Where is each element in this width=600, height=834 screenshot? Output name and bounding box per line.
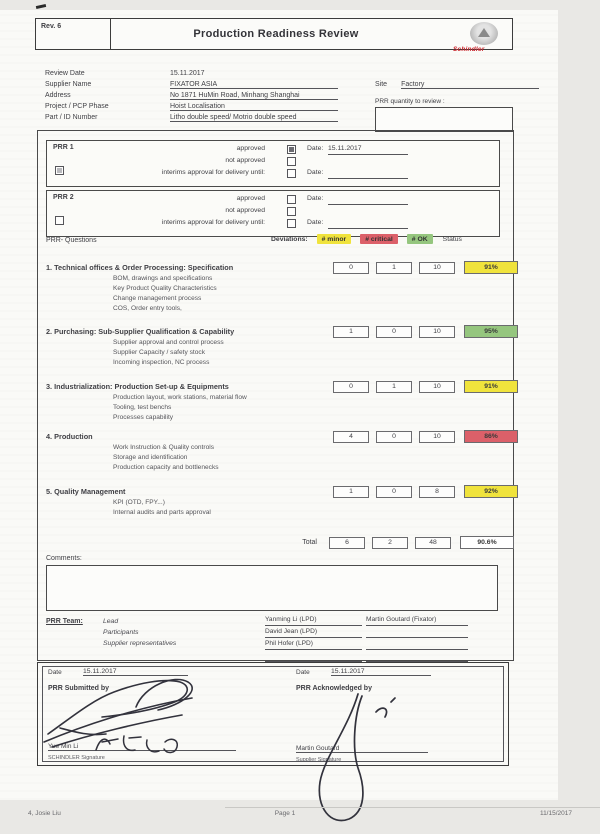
deviations-label: Deviations:	[271, 235, 308, 243]
field-value-review-date: 15.11.2017	[170, 70, 205, 77]
prr2-not-approved-checkbox	[287, 207, 296, 216]
section3-status-badge: 91%	[464, 380, 518, 393]
right-date-label: Date	[296, 669, 310, 676]
section2-minor-count: 1	[333, 326, 369, 338]
prr1-title: PRR 1	[53, 144, 74, 151]
section5-minor-count: 1	[333, 486, 369, 498]
section2-item: Incoming inspection, NC process	[113, 359, 210, 366]
section1-status-badge: 91%	[464, 261, 518, 274]
prr2-not-approved-label: not approved	[225, 207, 265, 214]
section1-minor-count: 0	[333, 262, 369, 274]
section4-items	[113, 443, 509, 473]
section4-item: Production capacity and bottlenecks	[113, 464, 219, 471]
field-value-project-phase: Hoist Localisation	[170, 103, 338, 111]
footer-author: 4, Josie Liu	[28, 810, 61, 817]
prr2-interims-checkbox	[287, 219, 296, 228]
prr-submitted-by-label: PRR Submitted by	[48, 685, 110, 692]
site-label: Site	[375, 81, 388, 88]
prr1-approved-checkbox	[287, 145, 296, 154]
revision-label	[36, 19, 111, 49]
section3-item: Tooling, test benchs	[113, 404, 172, 411]
section3-item: Production layout, work stations, material flow	[113, 394, 247, 401]
team-member-blank-line	[265, 652, 362, 662]
team-role-suppliers: Supplier representatives	[103, 640, 177, 647]
prr2-interims-label: interims approval for delivery until:	[161, 219, 265, 226]
section2-critical-count: 0	[376, 326, 412, 338]
prr1-interims-date	[328, 169, 408, 179]
comments-label: Comments:	[46, 555, 82, 562]
prr2-interims-date-label: Date:	[307, 219, 324, 226]
legend-ok-chip: # OK	[407, 234, 433, 244]
section4-minor-count: 4	[333, 431, 369, 443]
section3-critical-count: 1	[376, 381, 412, 393]
right-signer-name: Martin Goutard	[296, 745, 428, 753]
section4-ok-count: 10	[419, 431, 455, 443]
prr-quantity-label: PRR quantity to review :	[375, 98, 445, 105]
prr1-interims-date-label: Date:	[307, 169, 324, 176]
prr1-date-label: Date:	[307, 145, 324, 152]
prr1-interims-label: interims approval for delivery until:	[161, 169, 265, 176]
left-signature-caption: SCHINDLER Signature	[48, 755, 105, 761]
prr2-block	[46, 190, 500, 237]
prr1-not-approved-label: not approved	[225, 157, 265, 164]
section2-status-badge: 95%	[464, 325, 518, 338]
section1-critical-count: 1	[376, 262, 412, 274]
section1-item: BOM, drawings and specifications	[113, 275, 213, 282]
section5-status-badge: 92%	[464, 485, 518, 498]
questions-heading: PRR- Questions	[46, 237, 97, 244]
prr1-not-approved-checkbox	[287, 157, 296, 166]
prr1-block	[46, 140, 500, 187]
section5-item: KPI (OTD, FPY...)	[113, 499, 165, 506]
field-label-address: Address	[45, 92, 71, 99]
brand-name: Schindler	[453, 46, 485, 53]
section3-ok-count: 10	[419, 381, 455, 393]
field-label-part-id: Part / ID Number	[45, 114, 98, 121]
question-section-3	[46, 382, 509, 423]
section1-ok-count: 10	[419, 262, 455, 274]
revision-text: Rev. 6	[41, 23, 62, 30]
left-date-label: Date	[48, 669, 62, 676]
field-value-supplier-name: FIXATOR ASIA	[170, 81, 338, 89]
field-label-supplier-name: Supplier Name	[45, 81, 92, 88]
status-column-label: Status	[442, 235, 462, 243]
question-section-5	[46, 487, 509, 518]
prr2-interims-date	[328, 219, 408, 229]
total-status-badge: 90.6%	[460, 536, 514, 549]
section1-item: Key Product Quality Characteristics	[113, 285, 217, 292]
team-member: Phil Hofer (LPD)	[265, 640, 362, 650]
section2-item: Supplier approval and control process	[113, 339, 224, 346]
section2-ok-count: 10	[419, 326, 455, 338]
section5-items	[113, 498, 509, 518]
left-date-value: 15.11.2017	[83, 668, 188, 676]
section4-critical-count: 0	[376, 431, 412, 443]
field-value-part-id: Litho double speed/ Motrio double speed	[170, 114, 338, 122]
question-section-1	[46, 263, 509, 314]
section5-title: 5. Quality Management	[46, 487, 126, 496]
prr2-date-label: Date:	[307, 195, 324, 202]
section4-status-badge: 86%	[464, 430, 518, 443]
footer-date: 11/15/2017	[539, 810, 572, 817]
section3-item: Processes capability	[113, 414, 174, 421]
scan-artifact	[36, 4, 46, 9]
section1-title: 1. Technical offices & Order Processing: Specification	[46, 263, 234, 272]
section5-critical-count: 0	[376, 486, 412, 498]
section5-ok-count: 8	[419, 486, 455, 498]
prr2-title: PRR 2	[53, 194, 74, 201]
section3-minor-count: 0	[333, 381, 369, 393]
total-minor-count: 6	[329, 537, 365, 549]
section1-item: COS, Order entry tools,	[113, 305, 182, 312]
total-label: Total	[302, 539, 317, 546]
prr1-interims-checkbox	[287, 169, 296, 178]
deviations-legend	[271, 234, 462, 244]
section2-items	[113, 338, 509, 368]
right-signature-caption: Supplier Signature	[296, 757, 342, 763]
team-member: David Jean (LPD)	[265, 628, 362, 638]
prr1-approved-date: 15.11.2017	[328, 145, 408, 155]
comments-box	[46, 565, 498, 611]
team-member-blank-line	[366, 628, 468, 638]
section2-item: Supplier Capacity / safety stock	[113, 349, 205, 356]
team-heading: PRR Team:	[46, 618, 83, 625]
right-date-value: 15.11.2017	[331, 668, 431, 676]
section3-title: 3. Industrialization: Production Set-up & Equipments	[46, 382, 229, 391]
prr-quantity-box	[375, 107, 513, 132]
signature-block	[37, 662, 509, 766]
question-section-4	[46, 432, 509, 473]
prr-acknowledged-by-label: PRR Acknowledged by	[296, 685, 372, 692]
legend-minor-chip: # minor	[317, 234, 352, 244]
scanned-page	[0, 10, 572, 817]
total-critical-count: 2	[372, 537, 408, 549]
section3-items	[113, 393, 509, 423]
section1-items	[113, 274, 509, 314]
team-member-blank-line	[366, 640, 468, 650]
prr2-approved-checkbox	[287, 195, 296, 204]
team-role-lead: Lead	[103, 618, 119, 625]
form-header	[35, 18, 513, 50]
left-signer-name: Yue Min Li	[48, 743, 236, 751]
field-label-project-phase: Project / PCP Phase	[45, 103, 109, 110]
team-role-participants: Participants	[103, 629, 139, 636]
legend-critical-chip: # critical	[360, 234, 398, 244]
prr1-approved-label: approved	[236, 145, 265, 152]
section4-title: 4. Production	[46, 432, 93, 441]
team-member: Yanming Li (LPD)	[265, 616, 362, 626]
team-member-blank-line	[366, 652, 468, 662]
section1-item: Change management process	[113, 295, 202, 302]
prr2-approved-date	[328, 195, 408, 205]
section5-item: Internal audits and parts approval	[113, 509, 211, 516]
site-value: Factory	[401, 81, 539, 89]
prr2-approved-label: approved	[236, 195, 265, 202]
page-number: Page 1	[274, 810, 296, 817]
section2-title: 2. Purchasing: Sub-Supplier Qualification & Capability	[46, 327, 235, 336]
team-member: Martin Goutard (Fixator)	[366, 616, 468, 626]
question-section-2	[46, 327, 509, 368]
main-form-body	[37, 130, 514, 661]
section4-item: Work Instruction & Quality controls	[113, 444, 215, 451]
field-label-review-date: Review Date	[45, 70, 85, 77]
total-ok-count: 48	[415, 537, 451, 549]
field-value-address: No 1871 HuMin Road, Minhang Shanghai	[170, 92, 338, 100]
section4-item: Storage and identification	[113, 454, 188, 461]
footer-divider	[225, 807, 600, 808]
schindler-logo-icon	[470, 22, 498, 45]
page-title: Production Readiness Review	[193, 28, 359, 40]
